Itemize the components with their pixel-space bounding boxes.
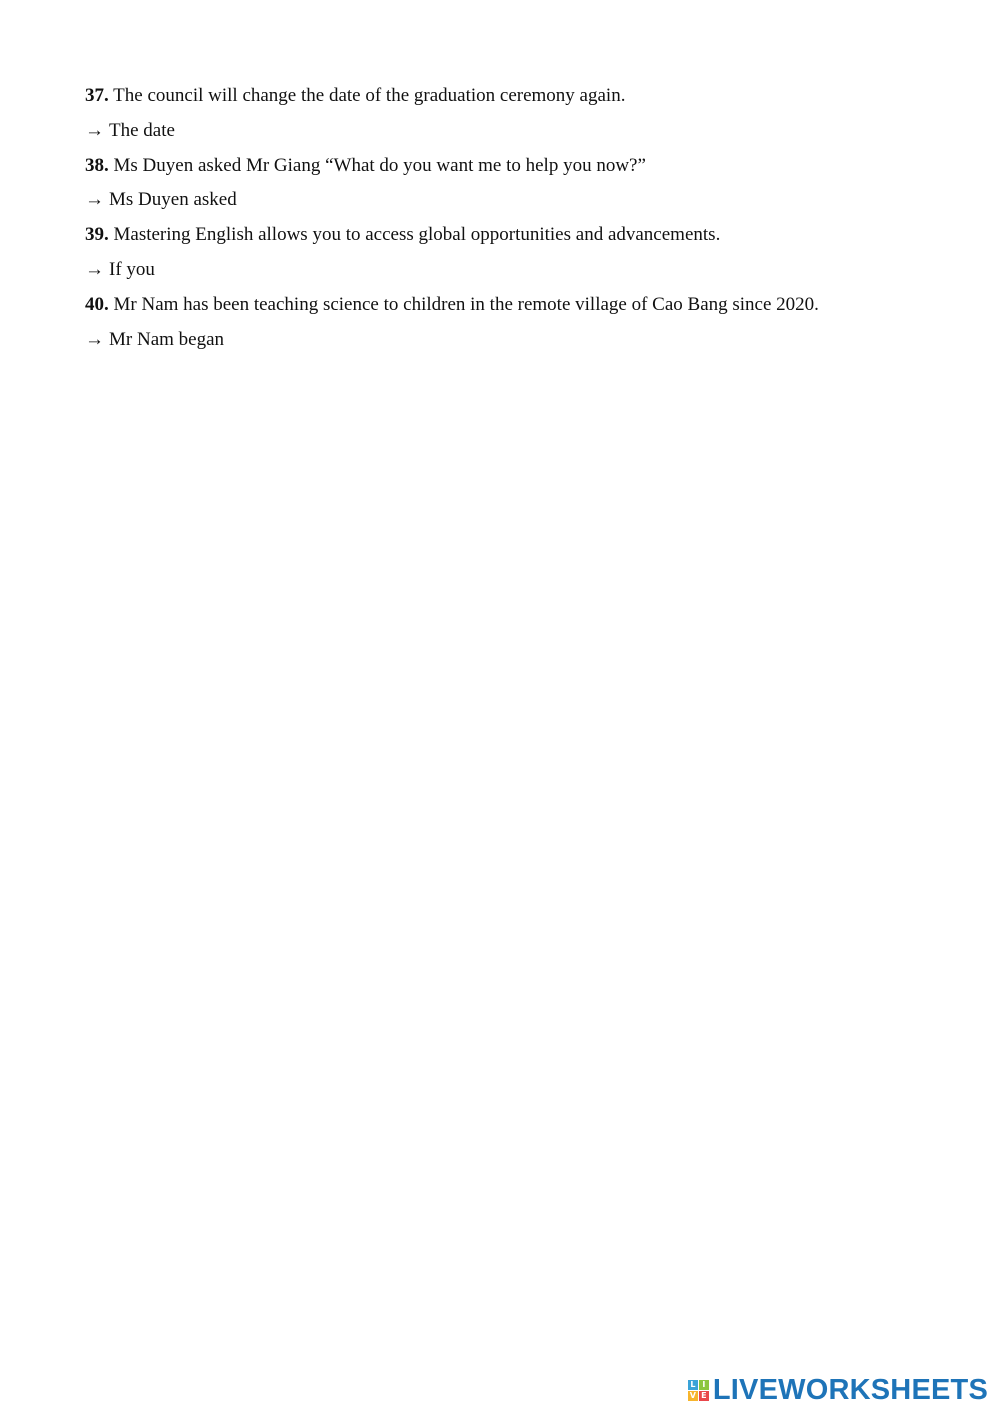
answer-prefix: If you bbox=[109, 258, 155, 280]
arrow-icon: → bbox=[85, 258, 104, 280]
question-number: 37. bbox=[85, 85, 109, 106]
answer-line-40[interactable] bbox=[85, 328, 965, 352]
logo-letter: L bbox=[688, 1380, 698, 1390]
answer-prefix: The date bbox=[109, 119, 175, 141]
question-prompt: Mastering English allows you to access global opportunities and advancements. bbox=[113, 224, 721, 246]
arrow-icon: → bbox=[85, 328, 104, 350]
logo-mark-icon bbox=[688, 1380, 709, 1401]
question-number: 38. bbox=[85, 154, 109, 176]
question-39 bbox=[85, 223, 965, 247]
question-40 bbox=[85, 293, 965, 317]
question-number: 40. bbox=[85, 293, 109, 315]
liveworksheets-logo bbox=[688, 1374, 988, 1406]
answer-line-38[interactable] bbox=[85, 188, 965, 212]
logo-letter: V bbox=[689, 1390, 696, 1400]
answer-line-37[interactable] bbox=[85, 119, 965, 143]
answer-prefix: Mr Nam began bbox=[109, 328, 225, 350]
question-number: 39. bbox=[85, 224, 109, 246]
answer-line-39[interactable] bbox=[85, 258, 965, 282]
arrow-icon: → bbox=[85, 189, 104, 211]
logo-letter: I bbox=[699, 1380, 709, 1390]
worksheet-body bbox=[85, 84, 965, 362]
question-38 bbox=[85, 154, 965, 178]
logo-letter: E bbox=[699, 1391, 709, 1401]
answer-prefix: Ms Duyen asked bbox=[109, 189, 237, 211]
logo-wordmark: LIVEWORKSHEETS bbox=[712, 1373, 988, 1406]
question-prompt: Ms Duyen asked Mr Giang “What do you want me to help you now?” bbox=[113, 154, 646, 176]
question-prompt: The council will change the date of the graduation ceremony again. bbox=[113, 85, 626, 106]
question-37 bbox=[85, 84, 965, 108]
question-prompt: Mr Nam has been teaching science to children in the remote village of Cao Bang since 2020. bbox=[113, 293, 819, 315]
arrow-icon: → bbox=[85, 119, 104, 141]
